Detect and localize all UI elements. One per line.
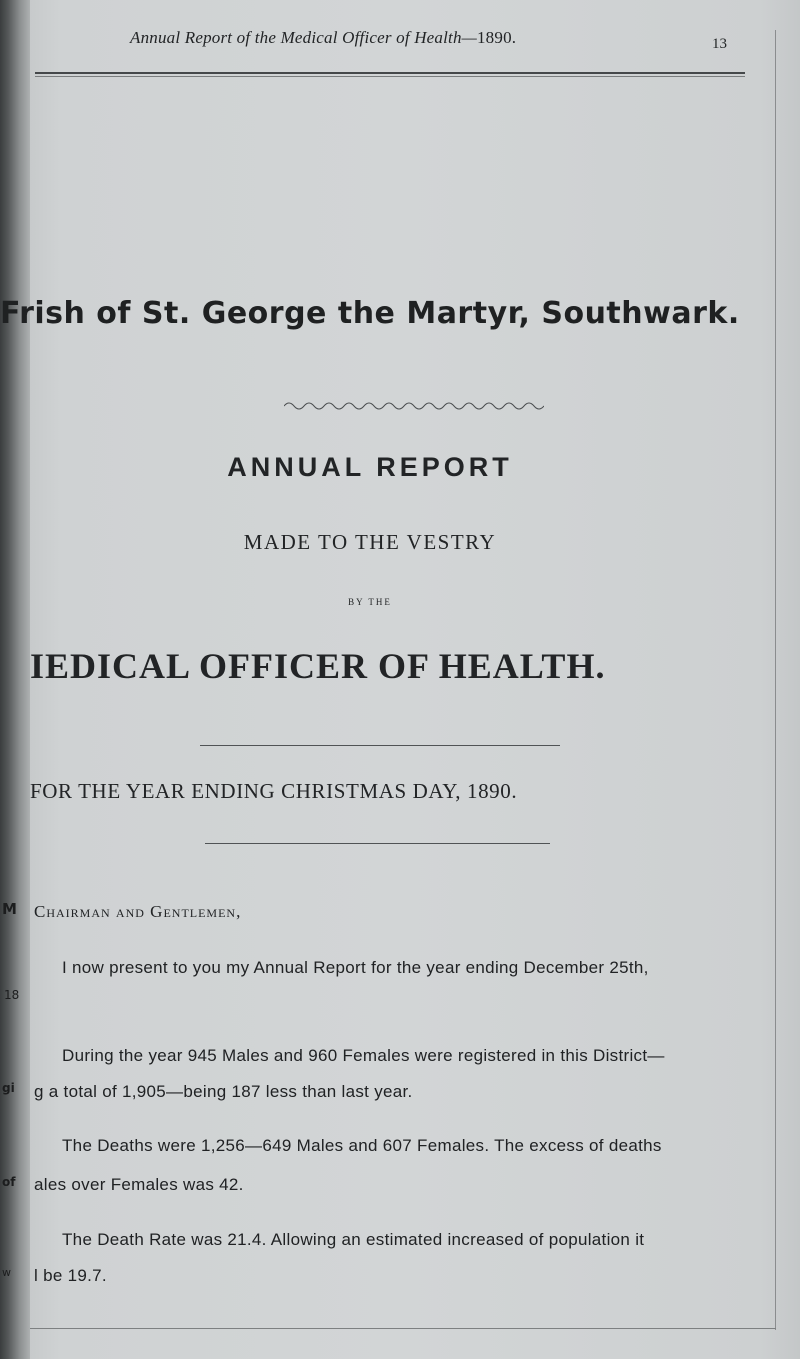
running-year: 1890. [476,28,517,47]
gutter-fragment: w [2,1266,11,1279]
paragraph-line: The Deaths were 1,256—649 Males and 607 Females. The excess of deaths [62,1136,662,1155]
paragraph-line: The Death Rate was 21.4. Allowing an estimated increased of population it [62,1230,645,1249]
header-rule [35,72,745,74]
header-rule-thin [35,76,745,77]
made-to-vestry: MADE TO THE VESTRY [243,530,497,554]
paragraph-line: l be 19.7. [34,1266,107,1285]
page-number: 13 [712,36,727,52]
gutter-fragment: gi [2,1081,15,1095]
bottom-rule [30,1328,776,1329]
section-rule [205,843,550,844]
paragraph-line: I now present to you my Annual Report for the year ending December 25th, [62,958,649,977]
paragraph-line: g a total of 1,905—being 187 less than last year. [34,1082,413,1101]
medical-officer-heading: IEDICAL OFFICER OF HEALTH. [30,646,606,686]
page-edge-line [775,30,776,1330]
gutter-fragment: of [2,1175,16,1189]
section-rule [200,745,560,746]
binding-gutter [0,0,30,1359]
gutter-fragment: 18 [4,988,20,1002]
running-head [130,28,516,48]
salutation: Chairman and Gentlemen, [34,902,242,921]
wavy-ornament [284,398,544,410]
parish-title: Frish of St. George the Martyr, Southwark. [0,296,740,331]
paragraph-line: During the year 945 Males and 960 Females were registered in this District— [62,1046,665,1065]
running-title: Annual Report of the Medical Officer of Health— [130,28,477,47]
paragraph-line: ales over Females was 42. [34,1175,244,1194]
year-ending-heading: FOR THE YEAR ENDING CHRISTMAS DAY, 1890. [30,779,518,803]
gutter-fragment: M [2,900,17,918]
annual-report-heading: ANNUAL REPORT [227,452,513,482]
by-the-label: BY THE [348,597,392,607]
